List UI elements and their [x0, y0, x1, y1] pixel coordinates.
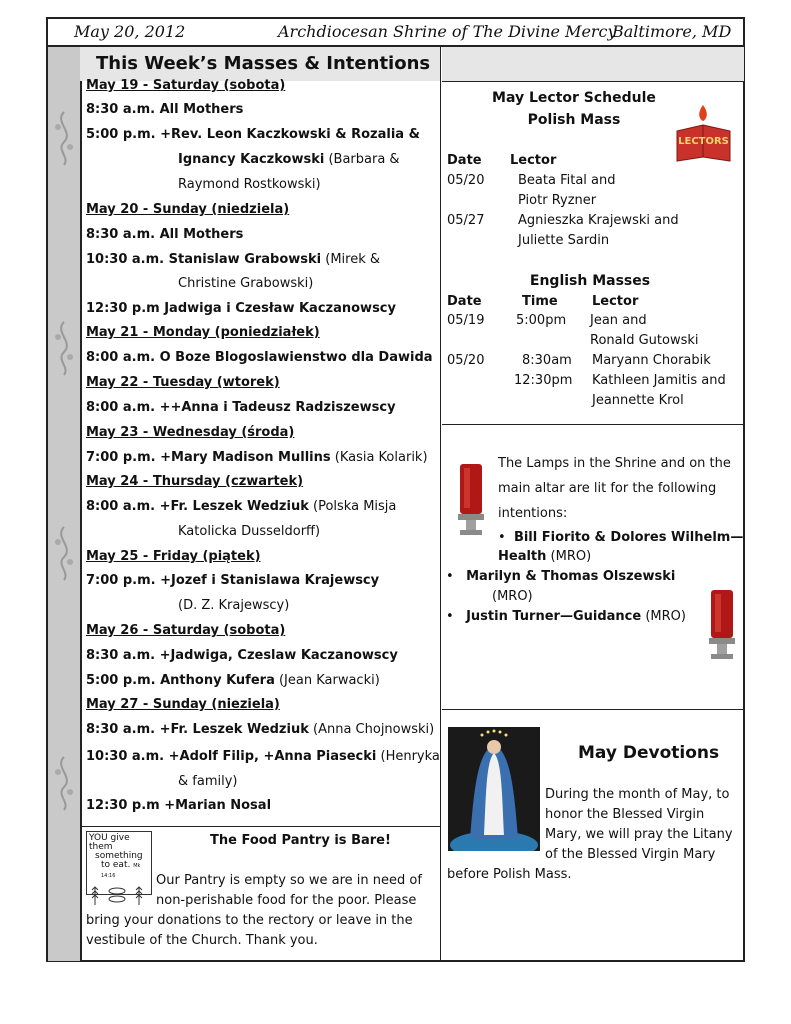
table-cell: Juliette Sardin [518, 233, 610, 248]
mass-line: 5:00 p.m. +Rev. Leon Kaczkowski & Rozalia & [86, 127, 420, 142]
lamps-text: intentions: [498, 506, 568, 521]
mass-line: Raymond Rostkowski) [178, 177, 321, 192]
mass-line: 10:30 a.m. +Adolf Filip, +Anna Piasecki (Henryka [86, 749, 440, 764]
devotions-text: honor the Blessed Virgin [545, 807, 705, 822]
table-header: Lector [510, 153, 557, 168]
devotions-text: Mary, we will pray the Litany [545, 827, 733, 842]
pantry-image-text: something [95, 851, 143, 861]
floral-swirl-icon [50, 522, 78, 582]
day-heading: May 25 - Friday (piątek) [86, 549, 261, 564]
devotions-text: before Polish Mass. [447, 867, 572, 882]
header-date: May 20, 2012 [74, 22, 186, 41]
table-cell: 8:30am [522, 353, 572, 368]
pantry-text: non-perishable food for the poor. Please [156, 893, 417, 908]
pantry-image-text: to eat. Mk 14:16 [101, 860, 141, 879]
sanctuary-lamp-icon [452, 462, 490, 538]
column-divider [440, 47, 441, 961]
pantry-image [86, 831, 152, 895]
table-header: Date [447, 153, 482, 168]
mass-line: (D. Z. Krajewscy) [178, 598, 290, 613]
mass-line: 12:30 p.m +Marian Nosal [86, 798, 272, 813]
mass-line: & family) [178, 774, 238, 789]
mass-line: 12:30 p.m Jadwiga i Czesław Kaczanowscy [86, 301, 396, 316]
day-heading: May 24 - Thursday (czwartek) [86, 474, 304, 489]
mass-line: 7:00 p.m. +Mary Madison Mullins (Kasia Kolarik) [86, 450, 428, 465]
mass-line: 8:00 a.m. +Fr. Leszek Wedziuk (Polska Misja [86, 499, 397, 514]
lamps-text: The Lamps in the Shrine and on the [498, 456, 731, 471]
table-cell: Piotr Ryzner [518, 193, 597, 208]
pantry-text: bring your donations to the rectory or leave in the [86, 913, 413, 928]
floral-swirl-icon [50, 317, 78, 377]
mass-line: 8:30 a.m. +Jadwiga, Czeslaw Kaczanowscy [86, 648, 398, 663]
table-cell: Maryann Chorabik [592, 353, 711, 368]
lamps-bullet: • Bill Fiorito & Dolores Wilhelm— [498, 530, 744, 545]
table-header: Date [447, 294, 482, 309]
english-masses-title: English Masses [529, 273, 651, 289]
table-cell: Agnieszka Krajewski and [518, 213, 679, 228]
mass-line: 8:00 a.m. O Boze Blogoslawienstwo dla Dawida [86, 350, 433, 365]
mass-line: 10:30 a.m. Stanislaw Grabowski (Mirek & [86, 252, 381, 267]
day-heading: May 21 - Monday (poniedziałek) [86, 325, 320, 340]
mass-line: 5:00 p.m. Anthony Kufera (Jean Karwacki) [86, 673, 380, 688]
day-heading: May 23 - Wednesday (środa) [86, 425, 295, 440]
lamps-bullet: • Justin Turner—Guidance (MRO) [446, 609, 686, 624]
table-cell: 05/27 [447, 213, 485, 228]
day-heading: May 27 - Sunday (nieziela) [86, 697, 280, 712]
table-cell: 05/19 [447, 313, 485, 328]
divider [442, 81, 744, 82]
table-cell: Jeannette Krol [592, 393, 684, 408]
table-cell: 5:00pm [516, 313, 567, 328]
pantry-text: Our Pantry is empty so we are in need of [156, 873, 422, 888]
lector-title: May Lector Schedule [492, 90, 656, 106]
pantry-image-text: YOU give them [89, 833, 130, 852]
pantry-title: The Food Pantry is Bare! [210, 833, 391, 848]
mass-line: 8:30 a.m. +Fr. Leszek Wedziuk (Anna Chojnowski) [86, 722, 435, 737]
table-header: Time [522, 294, 558, 309]
header-city: Baltimore, MD [612, 22, 732, 41]
day-heading: May 20 - Sunday (niedziela) [86, 202, 290, 217]
mass-line: 8:30 a.m. All Mothers [86, 102, 244, 117]
lectors-book-icon [673, 103, 734, 165]
devotions-title: May Devotions [578, 743, 720, 763]
lectors-badge-text: LECTORS [678, 136, 729, 147]
divider [80, 826, 441, 828]
lamps-bullet: • Marilyn & Thomas Olszewski [446, 569, 676, 584]
devotions-text: During the month of May, to [545, 787, 730, 802]
mass-line: 7:00 p.m. +Jozef i Stanislawa Krajewscy [86, 573, 380, 588]
divider [442, 424, 744, 425]
header-shrine: Archdiocesan Shrine of The Divine Mercy [278, 22, 617, 41]
table-cell: Beata Fital and [518, 173, 616, 188]
masses-title: This Week’s Masses & Intentions [96, 53, 431, 74]
lamps-bullet: (MRO) [492, 589, 533, 604]
virgin-mary-image [448, 727, 540, 851]
table-cell: 05/20 [447, 353, 485, 368]
lector-subtitle: Polish Mass [527, 112, 621, 128]
right-title-bar [442, 47, 744, 81]
pantry-text: vestibule of the Church. Thank you. [86, 933, 318, 948]
floral-swirl-icon [50, 752, 78, 812]
day-heading: May 22 - Tuesday (wtorek) [86, 375, 280, 390]
bulletin-header [46, 17, 745, 47]
wheat-fish-icon [89, 883, 147, 905]
table-cell: Ronald Gutowski [590, 333, 699, 348]
table-cell: Kathleen Jamitis and [592, 373, 726, 388]
mass-line: Christine Grabowski) [178, 276, 314, 291]
mass-line: Katolicka Dusseldorff) [178, 524, 321, 539]
lamps-text: main altar are lit for the following [498, 481, 717, 496]
sanctuary-lamp-icon [703, 588, 741, 662]
day-heading: May 19 - Saturday (sobota) [86, 78, 286, 93]
devotions-text: of the Blessed Virgin Mary [545, 847, 716, 862]
decorative-sidebar [48, 47, 82, 961]
table-cell: 12:30pm [514, 373, 573, 388]
divider [442, 709, 744, 710]
mass-line: 8:00 a.m. ++Anna i Tadeusz Radziszewscy [86, 400, 396, 415]
lamps-bullet: Health (MRO) [498, 549, 592, 564]
day-heading: May 26 - Saturday (sobota) [86, 623, 286, 638]
mass-line: 8:30 a.m. All Mothers [86, 227, 244, 242]
table-cell: 05/20 [447, 173, 485, 188]
table-cell: Jean and [590, 313, 647, 328]
floral-swirl-icon [50, 107, 78, 167]
mass-line: Ignancy Kaczkowski (Barbara & [178, 152, 400, 167]
table-header: Lector [592, 294, 639, 309]
